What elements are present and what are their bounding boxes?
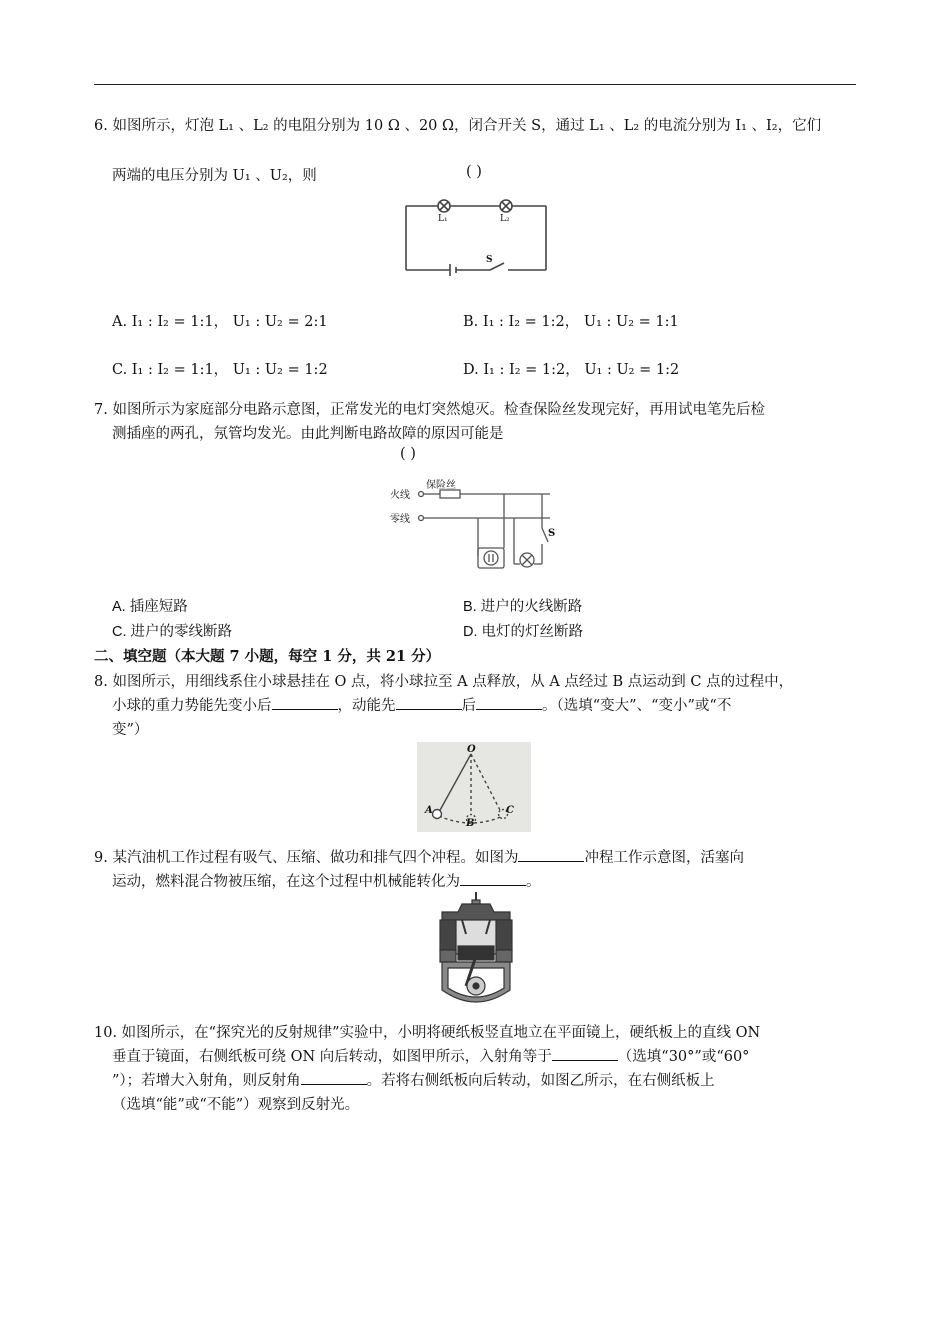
q8-stem-line3: 变”） bbox=[112, 722, 149, 738]
q6-fig-label-l1: L₁ bbox=[438, 214, 448, 224]
q10-stem-line4: （选填“能”或“不能”）观察到反射光。 bbox=[112, 1097, 360, 1113]
q6-answer-paren: ( ) bbox=[466, 164, 482, 180]
q8-blank-2[interactable] bbox=[396, 695, 462, 710]
q7-stem-line1: 7. 如图所示为家庭部分电路示意图，正常发光的电灯突然熄灭。检查保险丝发现完好，再用试电笔先后检 bbox=[94, 402, 765, 418]
q6-option-a: A. I₁ : I₂ = 1:1， U₁ : U₂ = 2:1 bbox=[112, 314, 328, 330]
q6-stem-line2: 两端的电压分别为 U₁ 、U₂，则 bbox=[112, 168, 317, 184]
q9-stem-line2: 运动，燃料混合物被压缩，在这个过程中机械能转化为 。 bbox=[112, 870, 541, 891]
q7-fig-label-fire-line: 火线 bbox=[390, 490, 410, 501]
section-2-heading: 二、填空题（本大题 7 小题，每空 1 分，共 21 分） bbox=[94, 648, 441, 665]
q8-blank-3[interactable] bbox=[476, 695, 542, 710]
q8-stem-line2: 小球的重力势能先变小后 ，动能先 后 。（选填“变大”、“变小”或“不 bbox=[112, 694, 731, 715]
q7-answer-paren: ( ) bbox=[400, 446, 416, 462]
q7-option-a: A. 插座短路 bbox=[112, 599, 188, 615]
q6-option-c: C. I₁ : I₂ = 1:1， U₁ : U₂ = 1:2 bbox=[112, 362, 328, 378]
q8-fig-label-a: A bbox=[425, 805, 433, 816]
q6-stem-line1: 6. 如图所示，灯泡 L₁ 、L₂ 的电阻分别为 10 Ω 、20 Ω，闭合开关 S，通过 L₁ 、L₂ 的电流分别为 I₁ 、I₂，它们 bbox=[94, 118, 822, 134]
q8-fig-label-c: C bbox=[506, 805, 514, 816]
q7-option-b: B. 进户的火线断路 bbox=[463, 599, 583, 615]
q8-stem-line1: 8. 如图所示，用细线系住小球悬挂在 O 点，将小球拉至 A 点释放，从 A 点经过 B 点运动到 C 点的过程中， bbox=[94, 674, 794, 690]
top-rule bbox=[94, 84, 856, 85]
q10-stem-line1: 10. 如图所示，在“探究光的反射规律”实验中，小明将硬纸板竖直地立在平面镜上，硬纸板上的直线 ON bbox=[94, 1025, 761, 1041]
q7-fig-label-fuse: 保险丝 bbox=[426, 480, 456, 491]
q7-option-d: D. 电灯的灯丝断路 bbox=[463, 624, 584, 640]
q9-blank-2[interactable] bbox=[460, 871, 526, 886]
q9-blank-1[interactable] bbox=[518, 847, 584, 862]
q10-blank-1[interactable] bbox=[552, 1046, 618, 1061]
q10-stem-line3: ”）；若增大入射角，则反射角 。若将右侧纸板向后转动，如图乙所示，在右侧纸板上 bbox=[112, 1069, 715, 1090]
q8-fig-label-o: O bbox=[467, 744, 476, 755]
q10-blank-2[interactable] bbox=[301, 1070, 367, 1085]
q6-fig-label-l2: L₂ bbox=[500, 214, 510, 224]
q9-stem-line1: 9. 某汽油机工作过程有吸气、压缩、做功和排气四个冲程。如图为 冲程工作示意图，活塞向 bbox=[94, 846, 744, 867]
q6-series-circuit-figure bbox=[398, 196, 552, 276]
q6-option-d: D. I₁ : I₂ = 1:2， U₁ : U₂ = 1:2 bbox=[463, 362, 680, 378]
q7-fig-label-s: S bbox=[548, 528, 556, 539]
q8-blank-1[interactable] bbox=[272, 695, 338, 710]
q7-household-circuit-figure bbox=[388, 472, 558, 576]
q9-engine-cylinder-figure bbox=[436, 890, 516, 1008]
q7-fig-label-zero-line: 零线 bbox=[390, 514, 410, 525]
q10-stem-line2: 垂直于镜面，右侧纸板可绕 ON 向后转动，如图甲所示，入射角等于 （选填“30°”或“60° bbox=[112, 1045, 749, 1066]
q6-fig-label-s: S bbox=[486, 255, 493, 265]
q7-option-c: C. 进户的零线断路 bbox=[112, 624, 233, 640]
q8-fig-label-b: B bbox=[466, 818, 475, 829]
q7-stem-line2: 测插座的两孔，氖管均发光。由此判断电路故障的原因可能是 bbox=[112, 426, 504, 442]
q6-option-b: B. I₁ : I₂ = 1:2， U₁ : U₂ = 1:1 bbox=[463, 314, 679, 330]
